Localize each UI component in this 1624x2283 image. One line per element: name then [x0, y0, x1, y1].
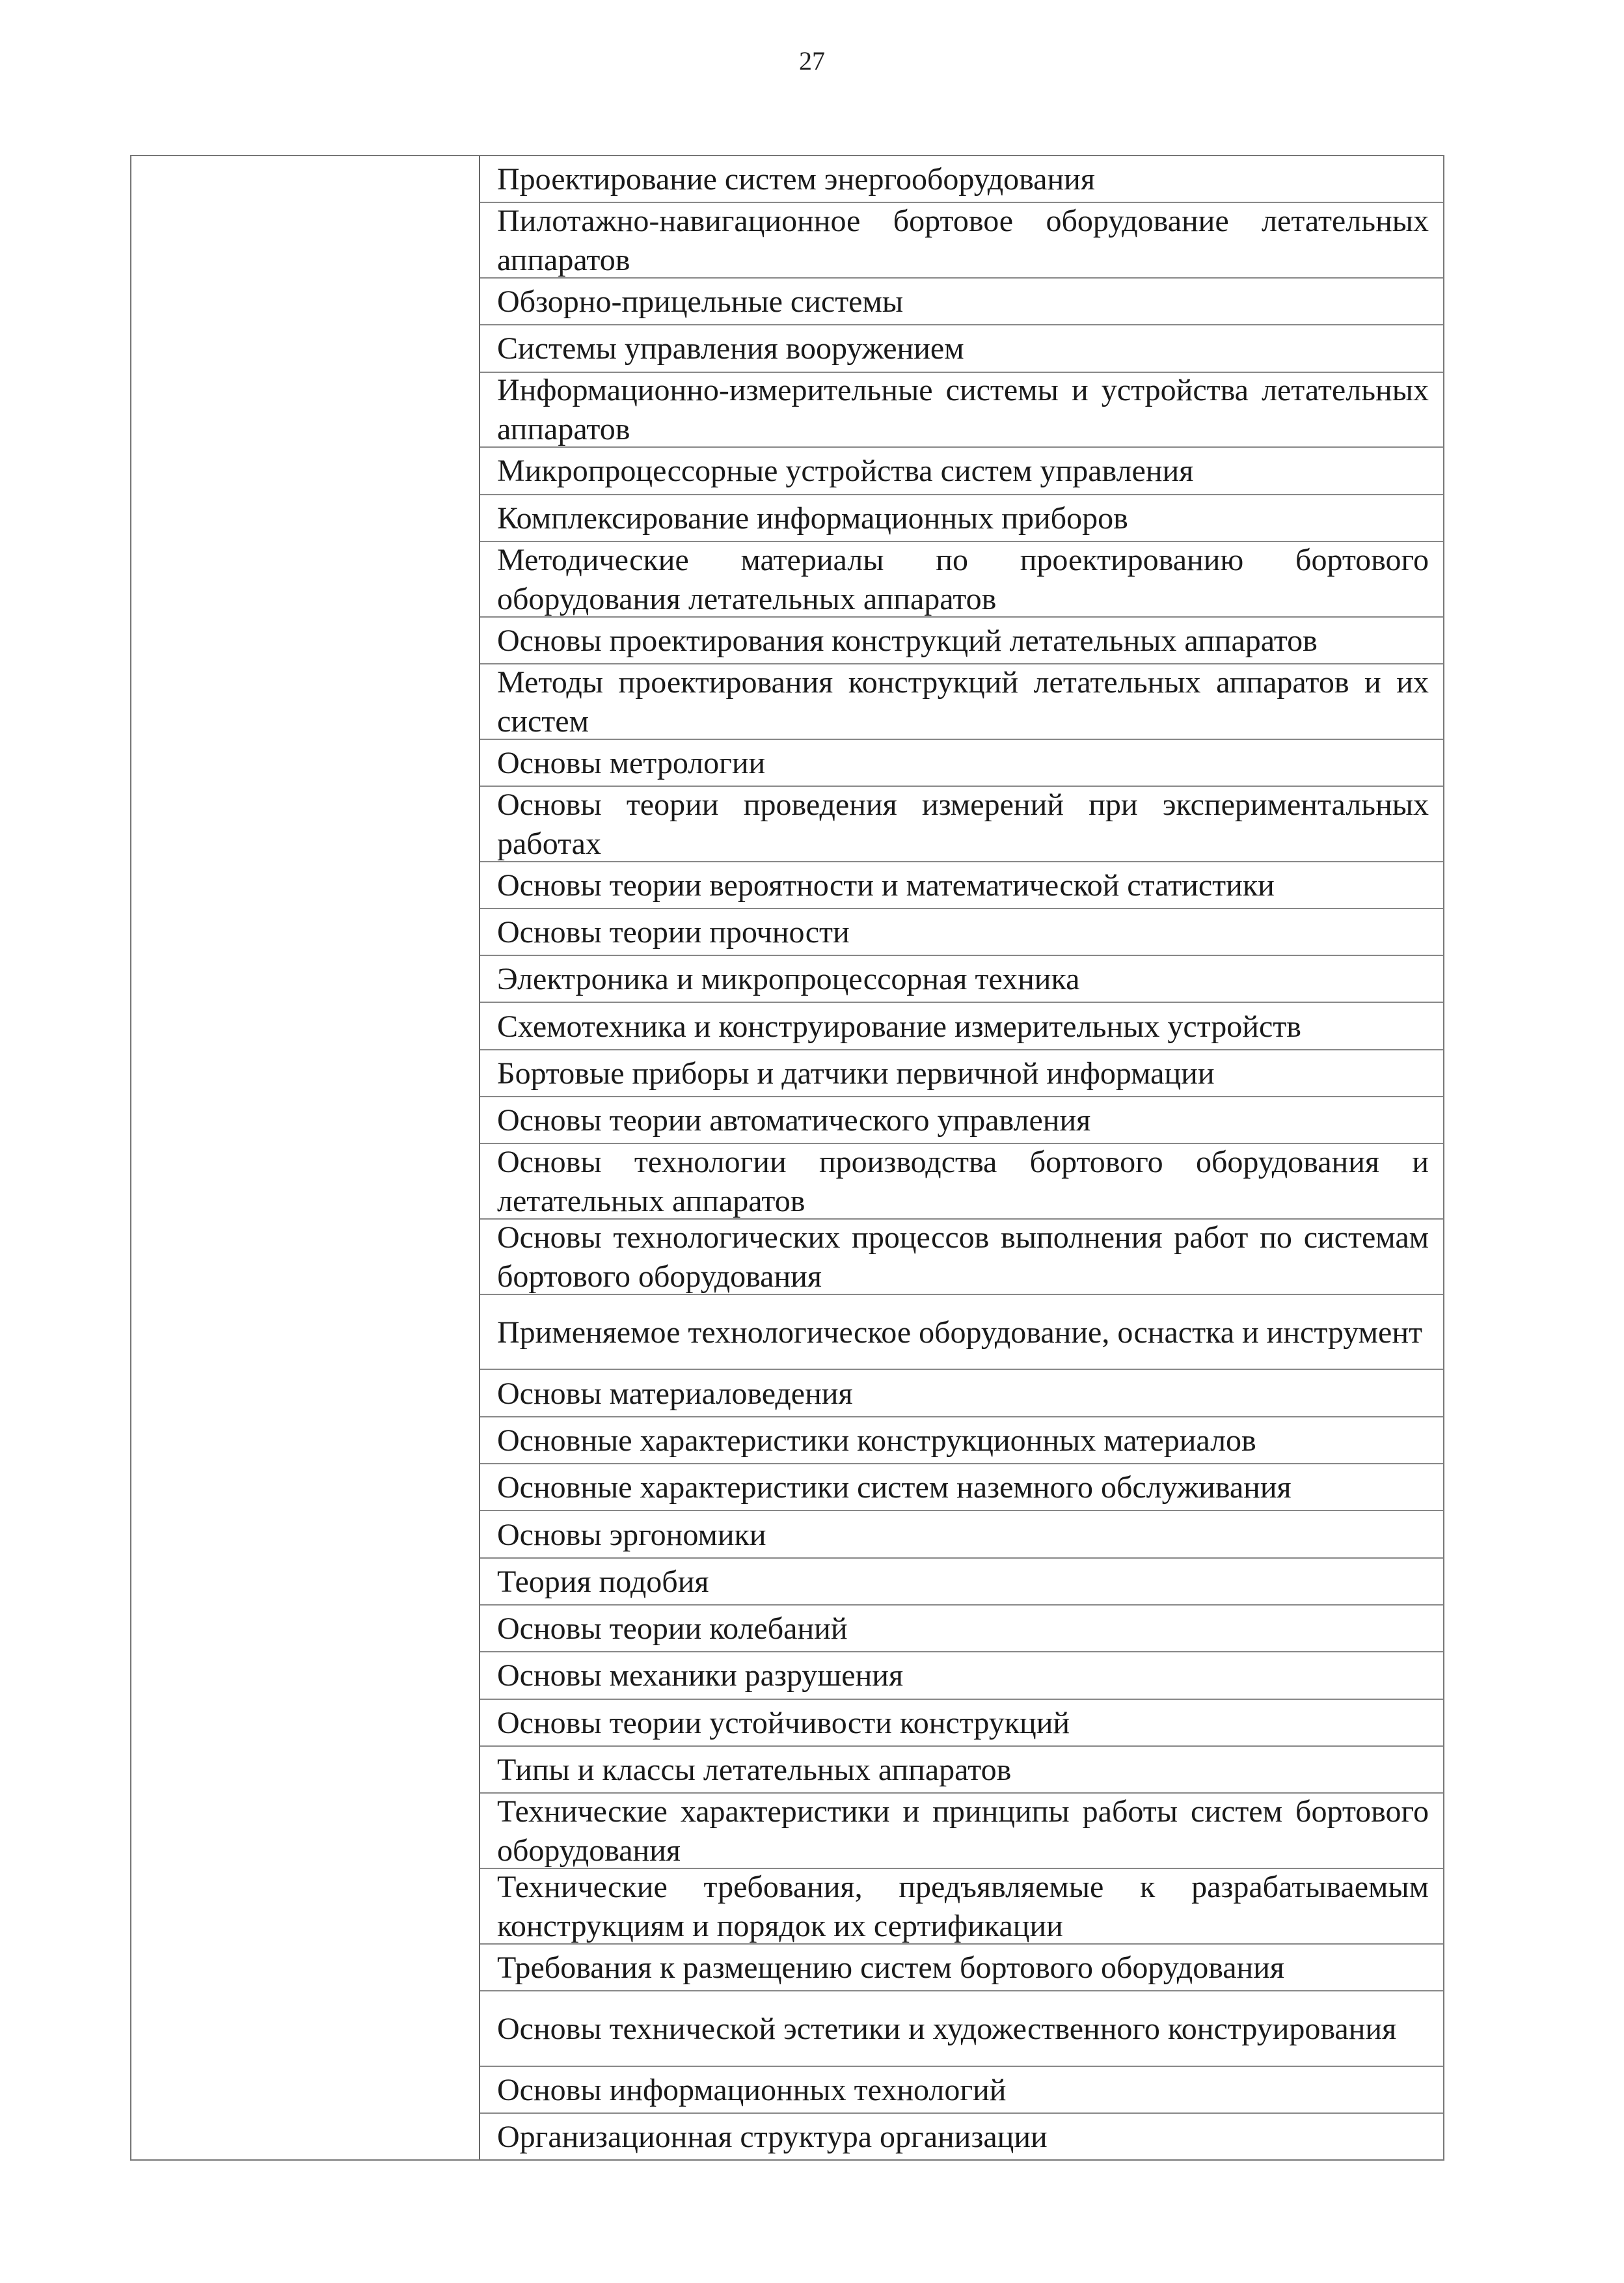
table-row — [480, 1144, 1443, 1220]
table-row — [480, 325, 1443, 372]
table-row-text: Основы теории колебаний — [497, 1611, 848, 1647]
table-row — [480, 1220, 1443, 1295]
table-row-text: Требования к размещению систем бортового оборудования — [497, 1950, 1284, 1985]
table-row — [480, 740, 1443, 787]
table-row-text: Обзорно-прицельные системы — [497, 284, 904, 320]
table-row-text: Организационная структура организации — [497, 2120, 1048, 2154]
table-row — [480, 1945, 1443, 1991]
table-row — [480, 1003, 1443, 1050]
table-row — [480, 1869, 1443, 1945]
table-row-text: Основные характеристики конструкционных материалов — [497, 1423, 1256, 1458]
table-row-text: Основы теории проведения измерений при экспериментальных работах — [497, 787, 1429, 861]
table-row-text: Основы теории прочности — [497, 915, 850, 950]
table-row-text: Электроника и микропроцессорная техника — [497, 962, 1080, 997]
table-row-text: Методические материалы по проектированию бортового оборудования летательных аппаратов — [497, 542, 1429, 616]
table-row — [480, 1991, 1443, 2067]
table-right-column — [480, 156, 1443, 2159]
table-row-text: Основные характеристики систем наземного обслуживания — [497, 1470, 1292, 1505]
table-row — [480, 2067, 1443, 2114]
table-row — [480, 1511, 1443, 1558]
table-row-text: Бортовые приборы и датчики первичной информации — [497, 1056, 1215, 1091]
table-row — [480, 1050, 1443, 1097]
table-row-text: Основы эргономики — [497, 1517, 766, 1552]
table-row-text: Типы и классы летательных аппаратов — [497, 1753, 1012, 1787]
table-row — [480, 542, 1443, 618]
table-row-text: Основы метрологии — [497, 745, 766, 780]
table-row-text: Проектирование систем энергооборудования — [497, 162, 1095, 197]
knowledge-table — [130, 155, 1444, 2161]
table-row — [480, 1559, 1443, 1606]
table-row — [480, 1794, 1443, 1869]
table-row-text: Теория подобия — [497, 1564, 709, 1599]
table-row — [480, 862, 1443, 909]
table-row-text: Схемотехника и конструирование измерительных устройств — [497, 1009, 1301, 1044]
table-row — [480, 1606, 1443, 1652]
table-row-text: Основы теории автоматического управления — [497, 1103, 1091, 1138]
table-row-text: Системы управления вооружением — [497, 331, 964, 366]
table-row — [480, 2114, 1443, 2159]
table-row — [480, 956, 1443, 1003]
table-row — [480, 664, 1443, 740]
table-row — [480, 1747, 1443, 1794]
table-row-text: Основы технической эстетики и художественного конструирования — [497, 2011, 1397, 2046]
table-row — [480, 156, 1443, 203]
table-row-text: Основы технологических процессов выполнения работ по системам бортового оборудования — [497, 1220, 1429, 1294]
table-row — [480, 787, 1443, 862]
table-row — [480, 1295, 1443, 1371]
table-left-cell — [131, 156, 480, 2159]
table-row-text: Основы механики разрушения — [497, 1658, 904, 1693]
table-row-text: Пилотажно-навигационное бортовое оборудование летательных аппаратов — [497, 204, 1429, 278]
table-row-text: Информационно-измерительные системы и устройства летательных аппаратов — [497, 373, 1429, 447]
table-row-text: Основы материаловедения — [497, 1376, 853, 1411]
table-row-text: Основы информационных технологий — [497, 2072, 1007, 2107]
table-row — [480, 618, 1443, 664]
table-row-text: Основы проектирования конструкций летательных аппаратов — [497, 623, 1318, 658]
table-row — [480, 1652, 1443, 1699]
table-row — [480, 909, 1443, 956]
table-row-text: Применяемое технологическое оборудование, оснастка и инструмент — [497, 1315, 1422, 1350]
table-row — [480, 448, 1443, 495]
table-row-text: Технические требования, предъявляемые к разрабатываемым конструкциям и порядок их сертификации — [497, 1869, 1429, 1943]
table-row — [480, 1464, 1443, 1511]
table-row — [480, 495, 1443, 542]
table-row-text: Основы технологии производства бортового оборудования и летательных аппаратов — [497, 1145, 1429, 1219]
table-row-text: Основы теории вероятности и математической статистики — [497, 868, 1275, 903]
table-row-text: Технические характеристики и принципы работы систем бортового оборудования — [497, 1794, 1429, 1868]
table-row — [480, 1417, 1443, 1464]
table-row — [480, 1370, 1443, 1417]
table-row-text: Основы теории устойчивости конструкций — [497, 1705, 1070, 1740]
table-row-text: Микропроцессорные устройства систем управления — [497, 454, 1194, 489]
table-row — [480, 203, 1443, 279]
table-row — [480, 1097, 1443, 1144]
table-row-text: Комплексирование информационных приборов — [497, 500, 1128, 536]
table-row — [480, 279, 1443, 325]
table-row-text: Методы проектирования конструкций летательных аппаратов и их систем — [497, 664, 1429, 739]
page-number: 27 — [799, 46, 825, 75]
table-row — [480, 373, 1443, 448]
table-row — [480, 1700, 1443, 1747]
